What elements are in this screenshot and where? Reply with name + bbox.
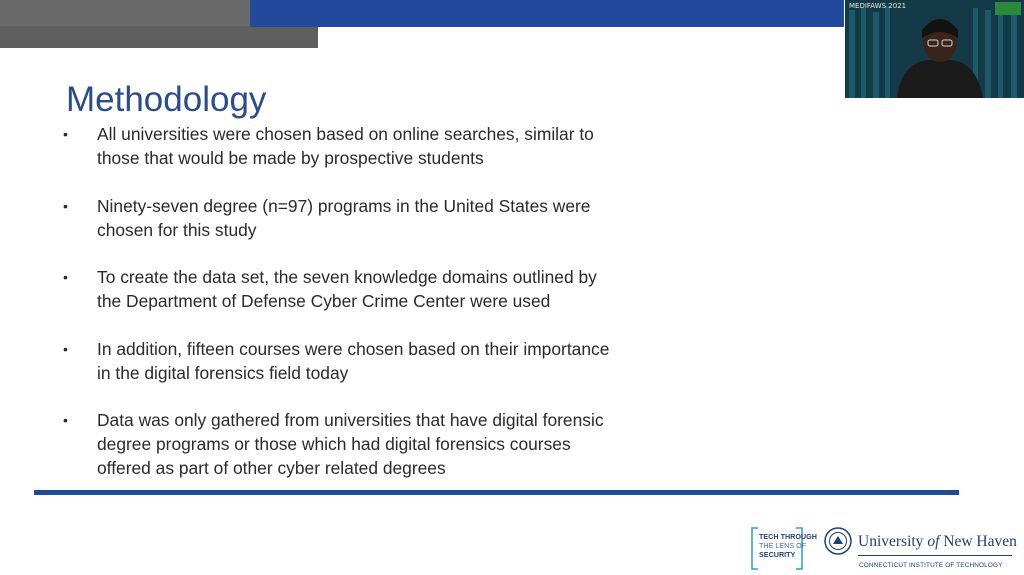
bullet-line: degree programs or those which had digital forensics courses xyxy=(97,434,571,454)
presenter-video[interactable] xyxy=(845,0,1024,98)
bullet-line: offered as part of other cyber related degrees xyxy=(97,458,446,478)
bullet-line: Ninety-seven degree (n=97) programs in the United States were xyxy=(97,196,591,216)
video-badge-icon xyxy=(995,2,1021,15)
bullet-item xyxy=(62,194,702,242)
bullet-line: Data was only gathered from universities that have digital forensic xyxy=(97,410,604,430)
bottom-divider xyxy=(34,490,959,495)
bullet-item xyxy=(62,265,702,313)
bullet-line: In addition, fifteen courses were chosen based on their importance xyxy=(97,339,610,359)
top-gray-strip xyxy=(0,0,250,26)
bullet-line: the Department of Defense Cyber Crime Center were used xyxy=(97,291,551,311)
bullet-dot-icon: • xyxy=(63,126,68,142)
footer-logos xyxy=(750,524,1024,575)
bullet-dot-icon: • xyxy=(63,412,68,428)
bullet-line: All universities were chosen based on online searches, similar to xyxy=(97,124,594,144)
bullet-line: chosen for this study xyxy=(97,220,257,240)
university-seal-icon xyxy=(824,527,852,555)
bullet-item xyxy=(62,408,702,480)
bullet-dot-icon: • xyxy=(63,269,68,285)
bullet-dot-icon: • xyxy=(63,198,68,214)
video-overlay-text: MEDIFAWS 2021 xyxy=(849,2,907,10)
tech-through-logo: TECH THROUGH THE LENS OF SECURITY xyxy=(759,532,817,559)
bullet-item xyxy=(62,337,702,385)
bullet-line: To create the data set, the seven knowledge domains outlined by xyxy=(97,267,597,287)
bullet-line: those that would be made by prospective students xyxy=(97,148,484,168)
bullet-line: in the digital forensics field today xyxy=(97,363,349,383)
university-rule xyxy=(858,555,1012,556)
university-subtitle: CONNECTICUT INSTITUTE OF TECHNOLOGY xyxy=(859,562,1003,569)
bullet-dot-icon: • xyxy=(63,341,68,357)
bullet-item xyxy=(62,122,702,170)
top-blue-bar xyxy=(250,0,844,27)
slide-title: Methodology xyxy=(66,80,267,119)
university-name: University of New Haven xyxy=(858,533,1017,550)
bullet-list xyxy=(62,122,702,480)
